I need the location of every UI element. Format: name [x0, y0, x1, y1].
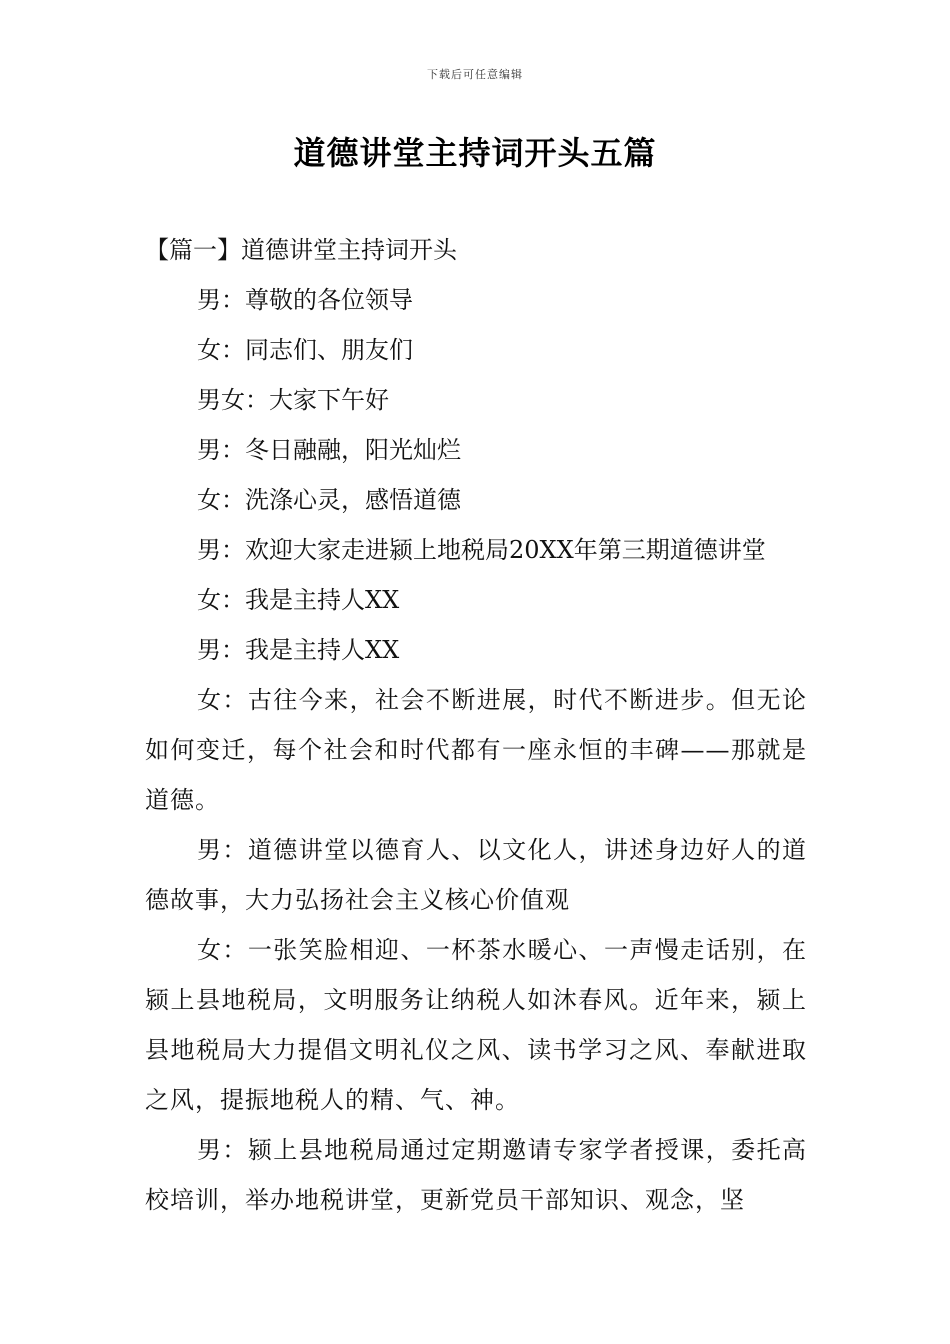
dialogue-paragraph: 男：道德讲堂以德育人、以文化人，讲述身边好人的道德故事，大力弘扬社会主义核心价值观 [145, 836, 807, 914]
section-heading: 【篇一】道德讲堂主持词开头 [145, 236, 457, 264]
dialogue-paragraph: 男：颍上县地税局通过定期邀请专家学者授课，委托高校培训，举办地税讲堂，更新党员干部知识、观念，坚 [145, 1136, 807, 1214]
dialogue-line: 男：尊敬的各位领导 [197, 286, 413, 314]
dialogue-line: 男：我是主持人XX [197, 636, 400, 664]
document-body [145, 225, 807, 1225]
header-note: 下载后可任意编辑 [427, 68, 523, 81]
dialogue-line: 男：冬日融融，阳光灿烂 [197, 436, 461, 464]
dialogue-line: 男：欢迎大家走进颍上地税局20XX年第三期道德讲堂 [197, 536, 766, 564]
dialogue-line: 女：同志们、朋友们 [197, 336, 413, 364]
document-title: 道德讲堂主持词开头五篇 [293, 134, 657, 172]
dialogue-paragraph: 女：一张笑脸相迎、一杯茶水暖心、一声慢走话别，在颍上县地税局，文明服务让纳税人如沐春风。近年来，颍上县地税局大力提倡文明礼仪之风、读书学习之风、奉献进取之风，提振地税人的精、气、神。 [145, 936, 807, 1114]
dialogue-paragraph: 女：古往今来，社会不断进展，时代不断进步。但无论如何变迁，每个社会和时代都有一座永恒的丰碑——那就是道德。 [145, 686, 807, 814]
dialogue-line: 男女：大家下午好 [197, 386, 389, 414]
dialogue-line: 女：洗涤心灵，感悟道德 [197, 486, 461, 514]
dialogue-line: 女：我是主持人XX [197, 586, 400, 614]
